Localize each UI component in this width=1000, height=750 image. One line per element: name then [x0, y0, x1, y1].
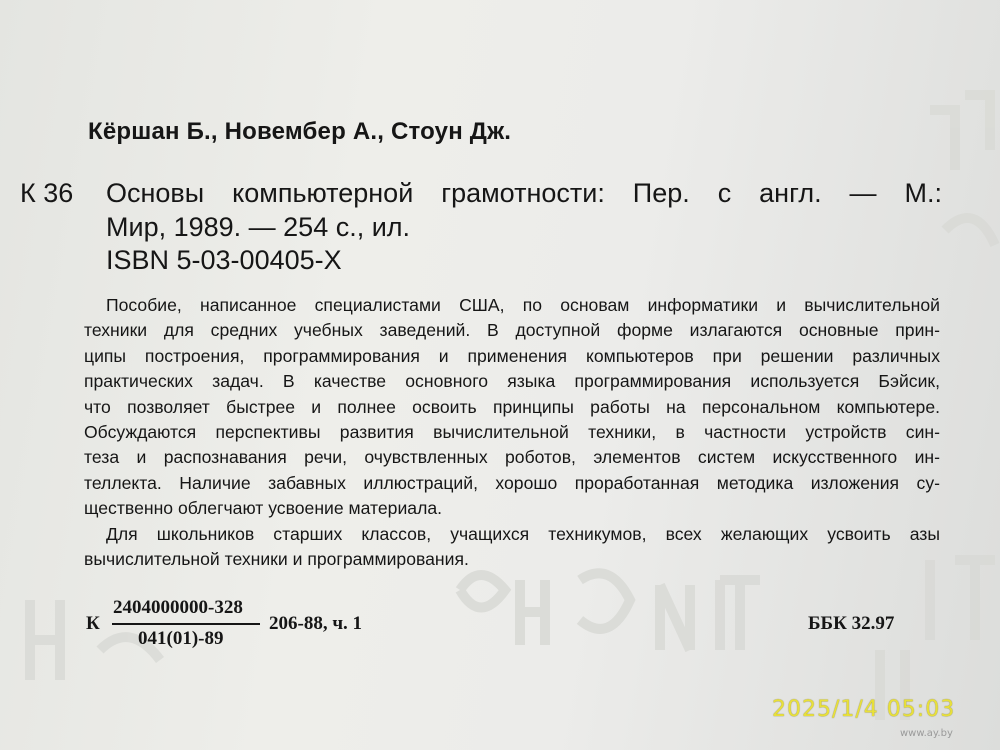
- title-line-2: Мир, 1989. — 254 с., ил.: [106, 212, 411, 242]
- catalog-suffix: 206-88, ч. 1: [269, 613, 363, 634]
- fraction-bar: [112, 623, 260, 625]
- catalog-letter: К: [86, 613, 100, 634]
- site-watermark: www.ay.by: [900, 728, 953, 739]
- annotation-line: что позволяет быстрее и полнее освоить принципы работы на персональном компьютере.: [84, 396, 940, 417]
- annotation-line: Пособие, написанное специалистами США, по основам информатики и вычислительной: [106, 295, 940, 315]
- photo-timestamp: 2025/1/4 05:03: [772, 697, 956, 722]
- annotation-line: практических задач. В качестве основного языка программирования используется Бэйсик,: [84, 371, 940, 392]
- annotation-line: ципы построения, программирования и применения компьютеров при решении различных: [84, 345, 940, 366]
- annotation-line: Обсуждаются перспективы развития вычислительной техники, в частности устройств син-: [84, 421, 940, 442]
- annotation-line: щественно облегчают усвоение материала.: [84, 498, 443, 519]
- audience-line: Для школьников старших классов, учащихся техникумов, всех желающих усвоить азы: [106, 523, 940, 544]
- title-line-1: Основы компьютерной грамотности: Пер. с англ. — М.:: [106, 178, 942, 208]
- annotation-line: теза и распознавания речи, очувствленных роботов, элементов систем искусственного ин-: [84, 447, 940, 468]
- classification-code: К 36: [20, 178, 74, 208]
- bbk-code: ББК 32.97: [808, 613, 895, 634]
- annotation-line: техники для средних учебных заведений. В доступной форме излагаются основные прин-: [84, 320, 940, 341]
- annotation-line: теллекта. Наличие забавных иллюстраций, хорошо проработанная методика изложения су-: [84, 472, 940, 493]
- annotation-text: [84, 293, 940, 572]
- catalog-numerator: 2404000000-328: [113, 597, 243, 618]
- audience-line: вычислительной техники и программирования.: [84, 548, 469, 569]
- authors-line: Кёршан Б., Новембер А., Стоун Дж.: [88, 118, 512, 145]
- catalog-denominator: 041(01)-89: [138, 628, 224, 649]
- isbn-line: ISBN 5-03-00405-X: [106, 245, 342, 275]
